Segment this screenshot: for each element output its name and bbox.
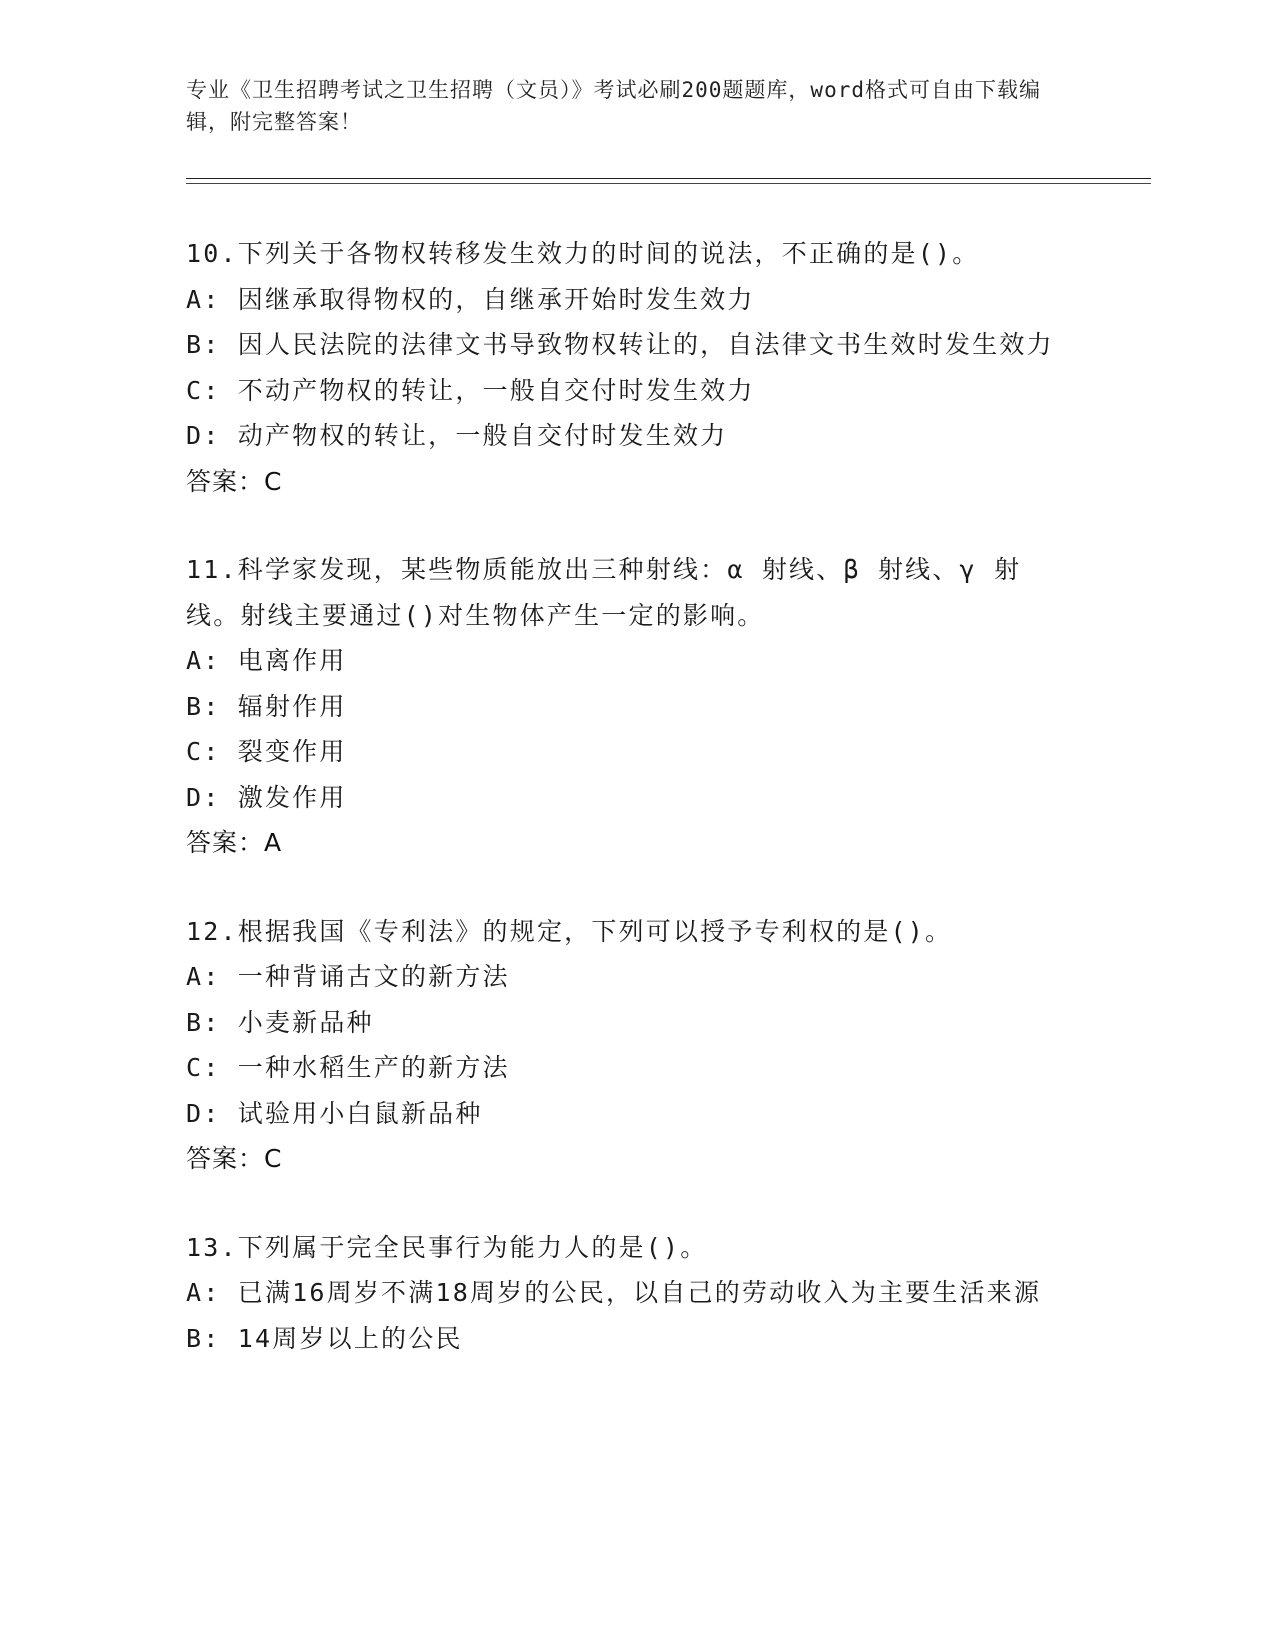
answer-line: 答案：C xyxy=(186,1144,283,1173)
document-intro: 专业《卫生招聘考试之卫生招聘（文员）》考试必刷200题题库，word格式可自由下载编辑，附完整答案！ xyxy=(186,78,1041,134)
option-b: B: 辐射作用 xyxy=(186,691,347,721)
question-11 xyxy=(186,547,1066,866)
option-b: B: 小麦新品种 xyxy=(186,1007,374,1037)
question-spacer xyxy=(186,1182,1066,1225)
header-divider-thin xyxy=(186,183,1151,184)
option-a: A: 电离作用 xyxy=(186,646,347,675)
question-spacer xyxy=(186,866,1066,909)
option-d: D: 动产物权的转让，一般自交付时发生效力 xyxy=(186,421,728,450)
option-a: A: 已满16周岁不满18周岁的公民，以自己的劳动收入为主要生活来源 xyxy=(186,1278,1042,1307)
option-b: B: 14周岁以上的公民 xyxy=(186,1323,463,1353)
question-stem: 12.根据我国《专利法》的规定，下列可以授予专利权的是()。 xyxy=(186,916,953,946)
header-divider-thick xyxy=(186,178,1151,179)
question-stem: 10.下列关于各物权转移发生效力的时间的说法，不正确的是()。 xyxy=(186,239,980,268)
question-list xyxy=(186,231,1066,1361)
answer-line: 答案：C xyxy=(186,466,283,496)
option-c: C: 裂变作用 xyxy=(186,737,347,766)
question-10 xyxy=(186,231,1066,504)
question-12 xyxy=(186,909,1066,1182)
option-b: B: 因人民法院的法律文书导致物权转让的，自法律文书生效时发生效力 xyxy=(186,330,1054,359)
option-a: A: 一种背诵古文的新方法 xyxy=(186,962,510,991)
answer-line: 答案：A xyxy=(186,828,283,857)
option-d: D: 试验用小白鼠新品种 xyxy=(186,1098,483,1128)
option-c: C: 不动产物权的转让，一般自交付时发生效力 xyxy=(186,375,755,405)
option-a: A: 因继承取得物权的，自继承开始时发生效力 xyxy=(186,284,755,314)
option-d: D: 激发作用 xyxy=(186,782,347,812)
question-13 xyxy=(186,1225,1066,1362)
option-c: C: 一种水稻生产的新方法 xyxy=(186,1053,510,1082)
question-stem: 13.下列属于完全民事行为能力人的是()。 xyxy=(186,1232,708,1262)
question-spacer xyxy=(186,504,1066,547)
question-stem: 11.科学家发现，某些物质能放出三种射线：α 射线、β 射线、γ 射线。射线主要通过()对生物体产生一定的影响。 xyxy=(186,555,1022,630)
